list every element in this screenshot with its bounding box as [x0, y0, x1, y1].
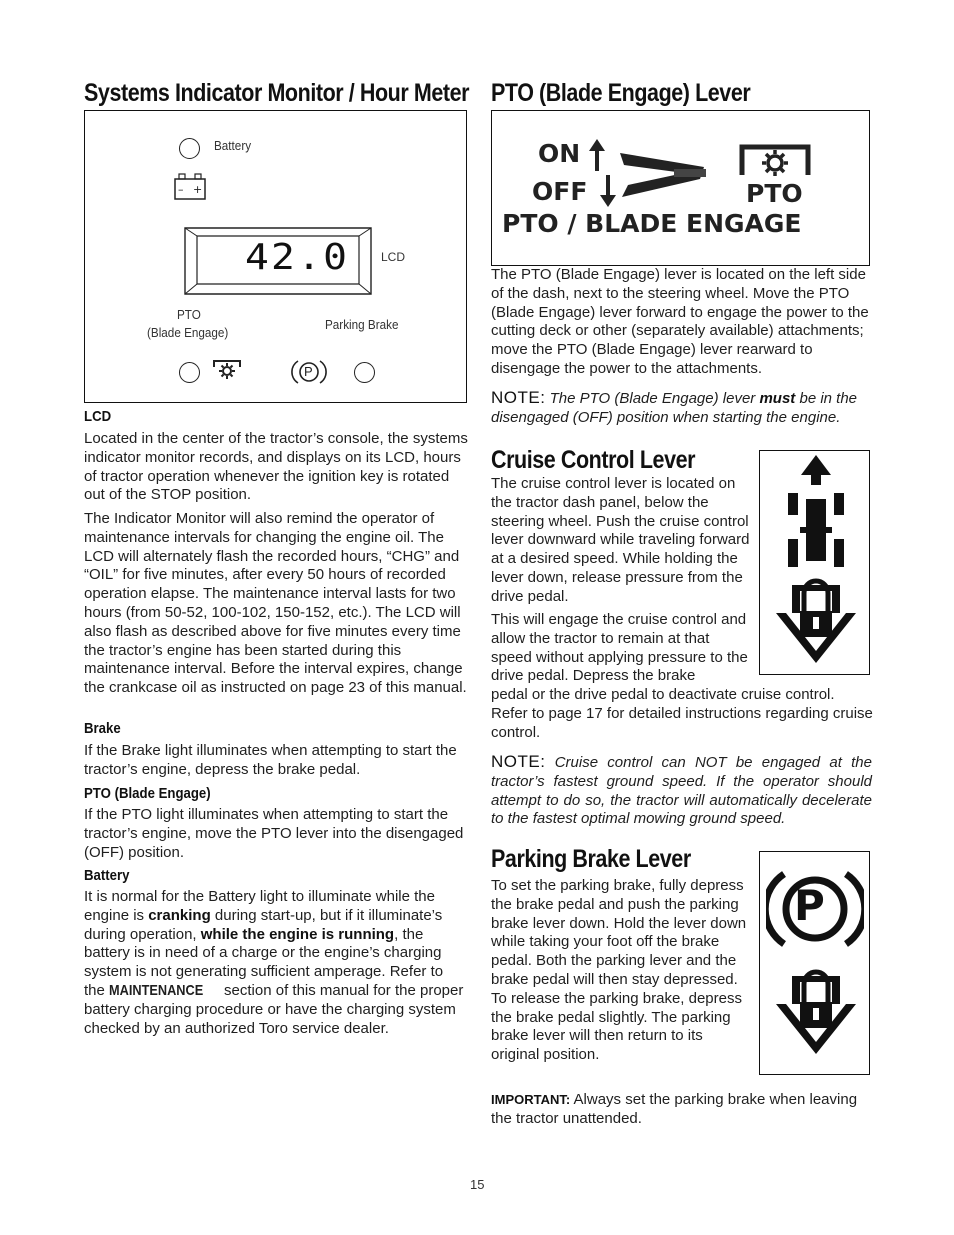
parking-p-letter: P [794, 881, 825, 930]
battery-indicator-light [179, 138, 200, 159]
section-heading-cruise-control: Cruise Control Lever [491, 446, 696, 474]
up-arrow-icon [588, 139, 606, 171]
brake-heading: Brake [84, 720, 121, 737]
parking-brake-paragraph: To set the parking brake, fully depress the brake pedal and push the parking brake lever down. Hold the lever down while taking your foot off the brake pedal. Both the parking lever and the brake pedal will then stay depressed. To release the parking brake, depress the brake pedal slightly. The parking brake lever will then return to its original position. [491, 877, 747, 1064]
parking-brake-indicator-light [354, 362, 375, 383]
lcd-readout: 42.0 [245, 237, 350, 278]
pto-on-label: ON [538, 139, 581, 168]
parking-brake-label: Parking Brake [325, 317, 399, 332]
pto-indicator-light [179, 362, 200, 383]
pto-lever-graphic [491, 110, 870, 266]
pto-symbol-label: PTO [746, 179, 803, 208]
page-number: 15 [470, 1177, 485, 1192]
battery-heading: Battery [84, 867, 130, 884]
cruise-paragraph-2a: This will engage the cruise control and allow the tractor to remain at that speed without applying pressure to the drive pedal. Depress the brake [491, 611, 748, 685]
indicator-monitor-diagram [84, 110, 467, 403]
pto-symbol-icon [736, 139, 814, 177]
section-heading-pto-lever: PTO (Blade Engage) Lever [491, 79, 751, 107]
battery-label: Battery [214, 138, 252, 153]
pto-heading: PTO (Blade Engage) [84, 785, 211, 802]
lcd-label: LCD [381, 250, 406, 264]
section-heading-systems-indicator: Systems Indicator Monitor / Hour Meter [84, 79, 470, 107]
pto-label: PTO [177, 307, 201, 322]
pto-lever-paragraph: The PTO (Blade Engage) lever is located on the left side of the dash, next to the steering wheel. Move the PTO (Blade Engage) lever forward to engage the power to the cutting deck or other (separately available) attachments; move the PTO (Blade Engage) lever rearward to disengage the power to the attachments. [491, 266, 869, 377]
section-heading-parking-brake: Parking Brake Lever [491, 845, 691, 873]
cruise-speed-icon [786, 455, 846, 567]
pto-icon [211, 357, 243, 381]
battery-paragraph: It is normal for the Battery light to illuminate while the engine is cranking during start-up, but if it illuminate’s during operation, while the engine is running, the battery is in need of a charge or the engine’s charging system is not generating sufficient amperage. Refer to the MAINTENANCE section of this manual for the proper battery charging procedure or have the charging system checked by an authorized Toro service dealer. [84, 888, 464, 1037]
lcd-paragraph-2: The Indicator Monitor will also remind the operator of maintenance intervals for changing the engine oil. The LCD will alternately flash the recorded hours, “CHG” and “OIL” for five minutes, after every 50 hours of recorded operation elapse. The maintenance interval lasts for two hours (from 50-52, 100-102, 150-152, etc.). The LCD will also flash as described above for five minutes every time the tractor’s engine has been started during this maintenance interval. Before the interval expires, change the crankcase oil as instructed on page 23 of this manual. [84, 510, 467, 697]
cruise-control-graphic [759, 450, 870, 675]
pto-lever-note: NOTE: The PTO (Blade Engage) lever must be in the disengaged (OFF) position when starting the engine. [491, 388, 858, 426]
important-note: IMPORTANT: Always set the parking brake when leaving the tractor unattended. [491, 1091, 858, 1127]
parking-brake-graphic [759, 851, 870, 1075]
brake-paragraph: If the Brake light illuminates when attempting to start the tractor’s engine, depress the brake pedal. [84, 742, 457, 778]
lock-pedal-icon-2 [774, 962, 858, 1058]
pto-paragraph: If the PTO light illuminates when attempting to start the tractor’s engine, move the PTO lever into the disengaged (OFF) position. [84, 806, 464, 861]
parking-brake-icon-letter: P [304, 364, 313, 379]
svg-text:+: + [193, 183, 203, 196]
svg-text:–: – [178, 183, 184, 196]
battery-icon [173, 172, 209, 202]
pto-blade-engage-label: (Blade Engage) [147, 325, 229, 340]
pto-blade-engage-caption: PTO / BLADE ENGAGE [502, 209, 802, 238]
lcd-paragraph-1: Located in the center of the tractor’s console, the systems indicator monitor records, and displays on its LCD, hours of tractor operation whenever the ignition key is rotated out of the STOP position. [84, 430, 468, 504]
lever-icon [614, 145, 714, 201]
lcd-heading: LCD [84, 408, 112, 425]
cruise-paragraph-1: The cruise control lever is located on the tractor dash panel, below the steering wheel. Push the cruise control lever downward while traveling forward at a desired speed. While holding the lever down, release pressure from the drive pedal. [491, 475, 750, 605]
cruise-note: NOTE: Cruise control can NOT be engaged at the tractor’s fastest ground speed. If the operator should attempt to do so, the tractor will automatically decelerate to the fastest optimal mowing ground speed. [491, 752, 872, 828]
lock-pedal-icon [774, 571, 858, 667]
pto-off-label: OFF [532, 177, 588, 206]
cruise-paragraph-2b: pedal or the drive pedal to deactivate cruise control. Refer to page 17 for detailed instructions regarding cruise control. [491, 686, 873, 741]
